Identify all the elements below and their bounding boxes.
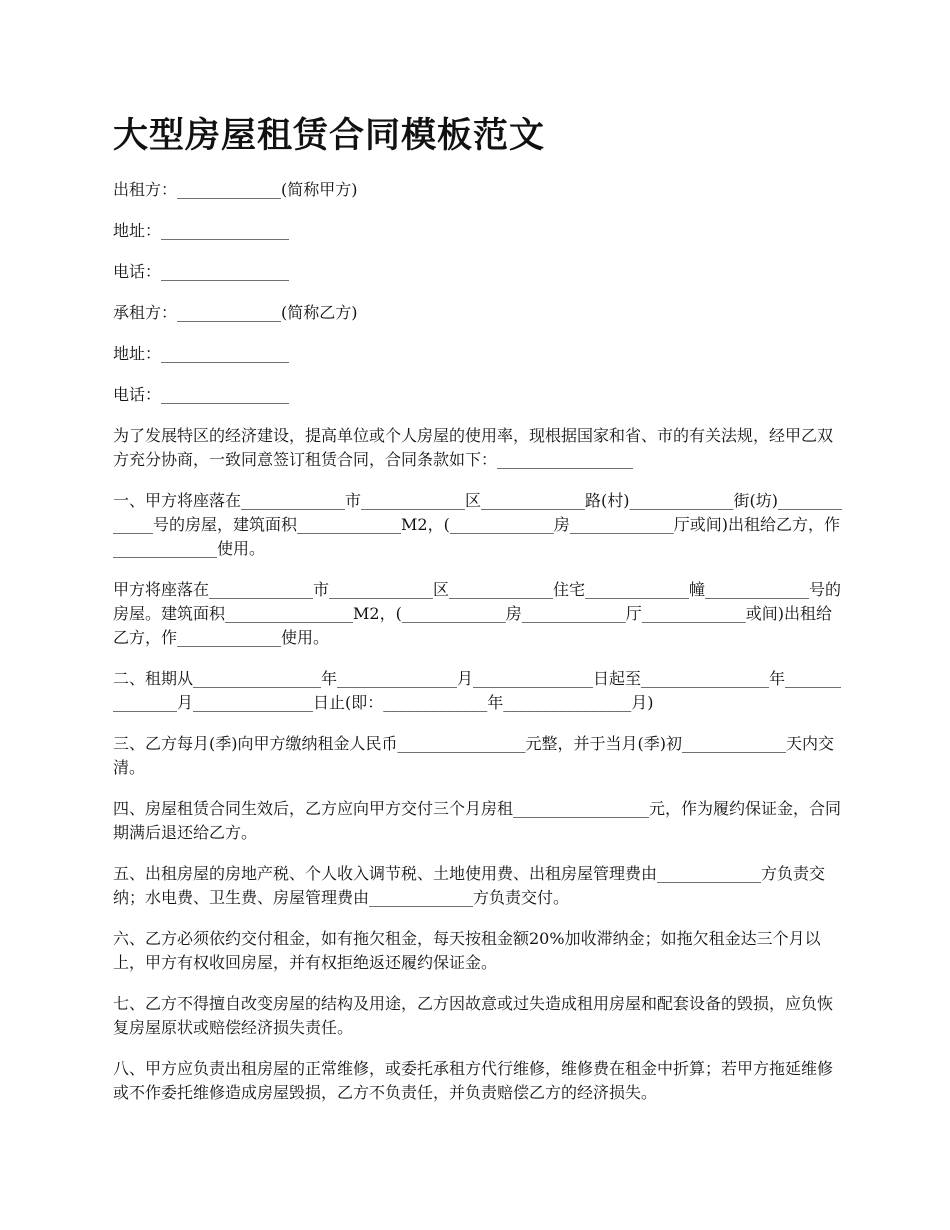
lessor-phone-line: 电话：________________ xyxy=(113,262,290,281)
clause-8-paragraph: 八、甲方应负责出租房屋的正常维修，或委托承租方代行维修，维修费在租金中折算；若甲方拖延维修或不作委托维修造成房屋毁损，乙方不负责任，并负责赔偿乙方的经济损失。 xyxy=(113,1059,834,1102)
lessor-address-line: 地址：________________ xyxy=(113,221,290,240)
clause-5-paragraph: 五、出租房屋的房地产税、个人收入调节税、土地使用费、出租房屋管理费由_____________方负责交纳；水电费、卫生费、房屋管理费由_____________方负责交付。 xyxy=(113,864,826,907)
lessee-phone-line: 电话：________________ xyxy=(113,385,290,404)
preamble-paragraph: 为了发展特区的经济建设，提高单位或个人房屋的使用率，现根据国家和省、市的有关法规，经甲乙双方充分协商，一致同意签订租赁合同，合同条款如下：_________________ xyxy=(113,426,834,469)
clause-1-alt-paragraph: 甲方将座落在_____________市_____________区_____________住宅_____________幢_____________号的房屋。建筑面积________________M2，(_____________房_____________厅_____________或间)出租给乙方，作_____________使用。 xyxy=(113,580,842,647)
document-page xyxy=(113,108,843,1122)
lessee-address-line: 地址：________________ xyxy=(113,344,290,363)
clause-6-paragraph: 六、乙方必须依约交付租金，如有拖欠租金，每天按租金额20%加收滞纳金；如拖欠租金达三个月以上，甲方有权收回房屋，并有权拒绝返还履约保证金。 xyxy=(113,929,821,972)
clause-4-paragraph: 四、房屋租赁合同生效后，乙方应向甲方交付三个月房租_________________元，作为履约保证金，合同期满后退还给乙方。 xyxy=(113,799,842,842)
clause-7-paragraph: 七、乙方不得擅自改变房屋的结构及用途，乙方因故意或过失造成租用房屋和配套设备的毁损，应负恢复房屋原状或赔偿经济损失责任。 xyxy=(113,994,834,1037)
document-title: 大型房屋租赁合同模板范文 xyxy=(113,116,546,156)
clause-3-paragraph: 三、乙方每月(季)向甲方缴纳租金人民币________________元整，并于当月(季)初_____________天内交清。 xyxy=(113,734,834,777)
clause-2-paragraph: 二、租期从________________年_______________月_______________日起至________________年_______________月_______________日止(即：_____________年________________月) xyxy=(113,669,842,712)
lessee-name-line: 承租方：_____________(简称乙方) xyxy=(113,303,358,322)
lessor-name-line: 出租方：_____________(简称甲方) xyxy=(113,180,358,199)
clause-1-paragraph: 一、甲方将座落在_____________市_____________区_____________路(村)_____________街(坊)_____________号的房屋，建筑面积_____________M2，(_____________房_____________厅或间)出租给乙方，作_____________使用。 xyxy=(113,491,842,558)
